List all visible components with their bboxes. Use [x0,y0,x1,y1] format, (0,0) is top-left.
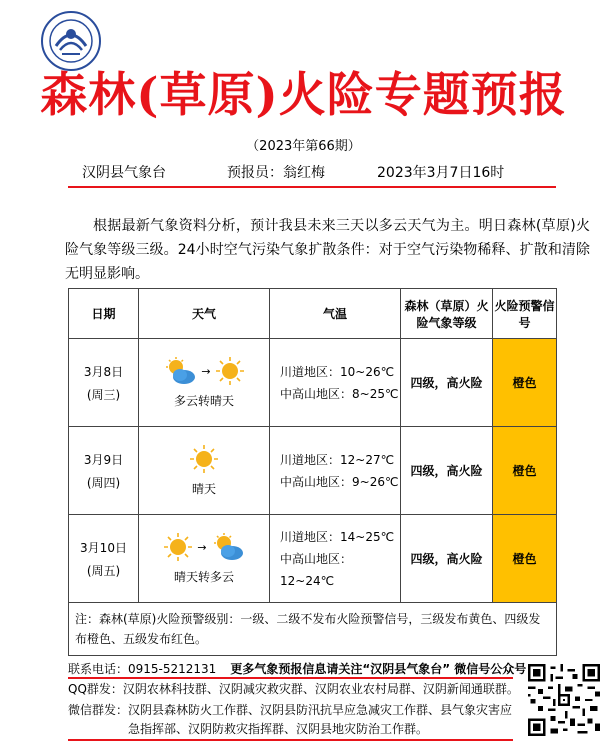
fire-level: 四级，高火险 [401,515,493,603]
date-cell [69,339,139,427]
date: 3月10日 [80,540,127,555]
date-cell [69,515,139,603]
table-note-row [69,603,557,656]
header-fire-level: 森林（草原）火险气象等级 [401,289,493,339]
mountain-temperature: 中高山地区：12~24℃ [280,551,353,588]
temperature-cell [270,427,401,515]
qr-code-icon [528,664,600,736]
meteorological-logo-icon [40,10,102,72]
warning-level-note: 注：森林(草原)火险预警级别：一级、二级不发布火险预警信号，三级发布黄色、四级发布橙色、五级发布红色。 [69,603,557,656]
sunny-icon [215,356,245,386]
table-row [69,427,557,515]
contact-line [68,660,526,677]
valley-temperature: 川道地区：12~27℃ [280,452,395,467]
header-weather: 天气 [139,289,270,339]
date-cell [69,427,139,515]
date: 3月9日 [83,452,124,467]
header-date: 日期 [69,289,139,339]
station-name: 汉阴县气象台 [82,165,166,181]
warning-signal: 橙色 [493,427,557,515]
footer-bottom-divider [68,739,513,741]
warning-signal: 橙色 [493,339,557,427]
sunny-icon [189,444,219,474]
forecast-summary: 根据最新气象资料分析，预计我县未来三天以多云天气为主。明日森林(草原)火险气象等级三级。24小时空气污染气象扩散条件：对于空气污染物稀释、扩散和清除无明显影响。 [65,218,590,282]
wechat-groups: 微信群发：汉阴县森林防火工作群、汉阴县防汛抗旱应急减灾工作群、县气象灾害应 [68,703,513,717]
issue-time: 2023年3月7日16时 [377,165,505,181]
weather-cell [139,515,270,603]
weather-text: 晴天 [191,482,216,496]
weather-text: 晴天转多云 [173,570,234,584]
temperature-cell [270,339,401,427]
mountain-temperature: 中高山地区：8~25℃ [280,386,399,401]
header-divider [68,186,556,188]
arrow-right-icon: → [201,364,211,378]
weekday: (周四) [86,475,121,490]
warning-signal: 橙色 [493,515,557,603]
report-title: 森林(草原)火险专题预报 [40,68,567,123]
arrow-right-icon: → [197,540,207,554]
sunny-icon [163,532,193,562]
fire-level: 四级，高火险 [401,427,493,515]
date: 3月8日 [83,364,124,379]
weather-cell [139,339,270,427]
table-header-row [69,289,557,339]
header-temperature: 气温 [270,289,401,339]
footer-divider [68,677,513,679]
wechat-groups-continued: 急指挥部、汉阴防救灾指挥群、汉阴县地灾防治工作群。 [128,722,429,736]
mountain-temperature: 中高山地区：9~26℃ [280,474,399,489]
forecaster: 预报员：翁红梅 [227,165,325,181]
weather-text: 多云转晴天 [173,394,234,408]
partly-cloudy-icon [163,356,197,386]
table-row [69,339,557,427]
qq-groups: QQ群发：汉阴农林科技群、汉阴减灾救灾群、汉阴农业农村局群、汉阴新闻通联群。 [68,682,519,696]
partly-cloudy-icon [211,532,245,562]
contact-phone: 联系电话：0915-5212131 [68,662,217,676]
issue-number: （2023年第66期） [246,139,361,154]
valley-temperature: 川道地区：10~26℃ [280,364,395,379]
temperature-cell [270,515,401,603]
header-warning-signal: 火险预警信号 [493,289,557,339]
weekday: (周三) [86,387,121,402]
fire-level: 四级，高火险 [401,339,493,427]
forecast-table [68,288,557,656]
table-row [69,515,557,603]
valley-temperature: 川道地区：14~25℃ [280,529,395,544]
weekday: (周五) [86,563,121,578]
weather-cell [139,427,270,515]
follow-wechat-notice: 更多气象预报信息请关注“汉阴县气象台” 微信号公众号 [230,662,527,676]
